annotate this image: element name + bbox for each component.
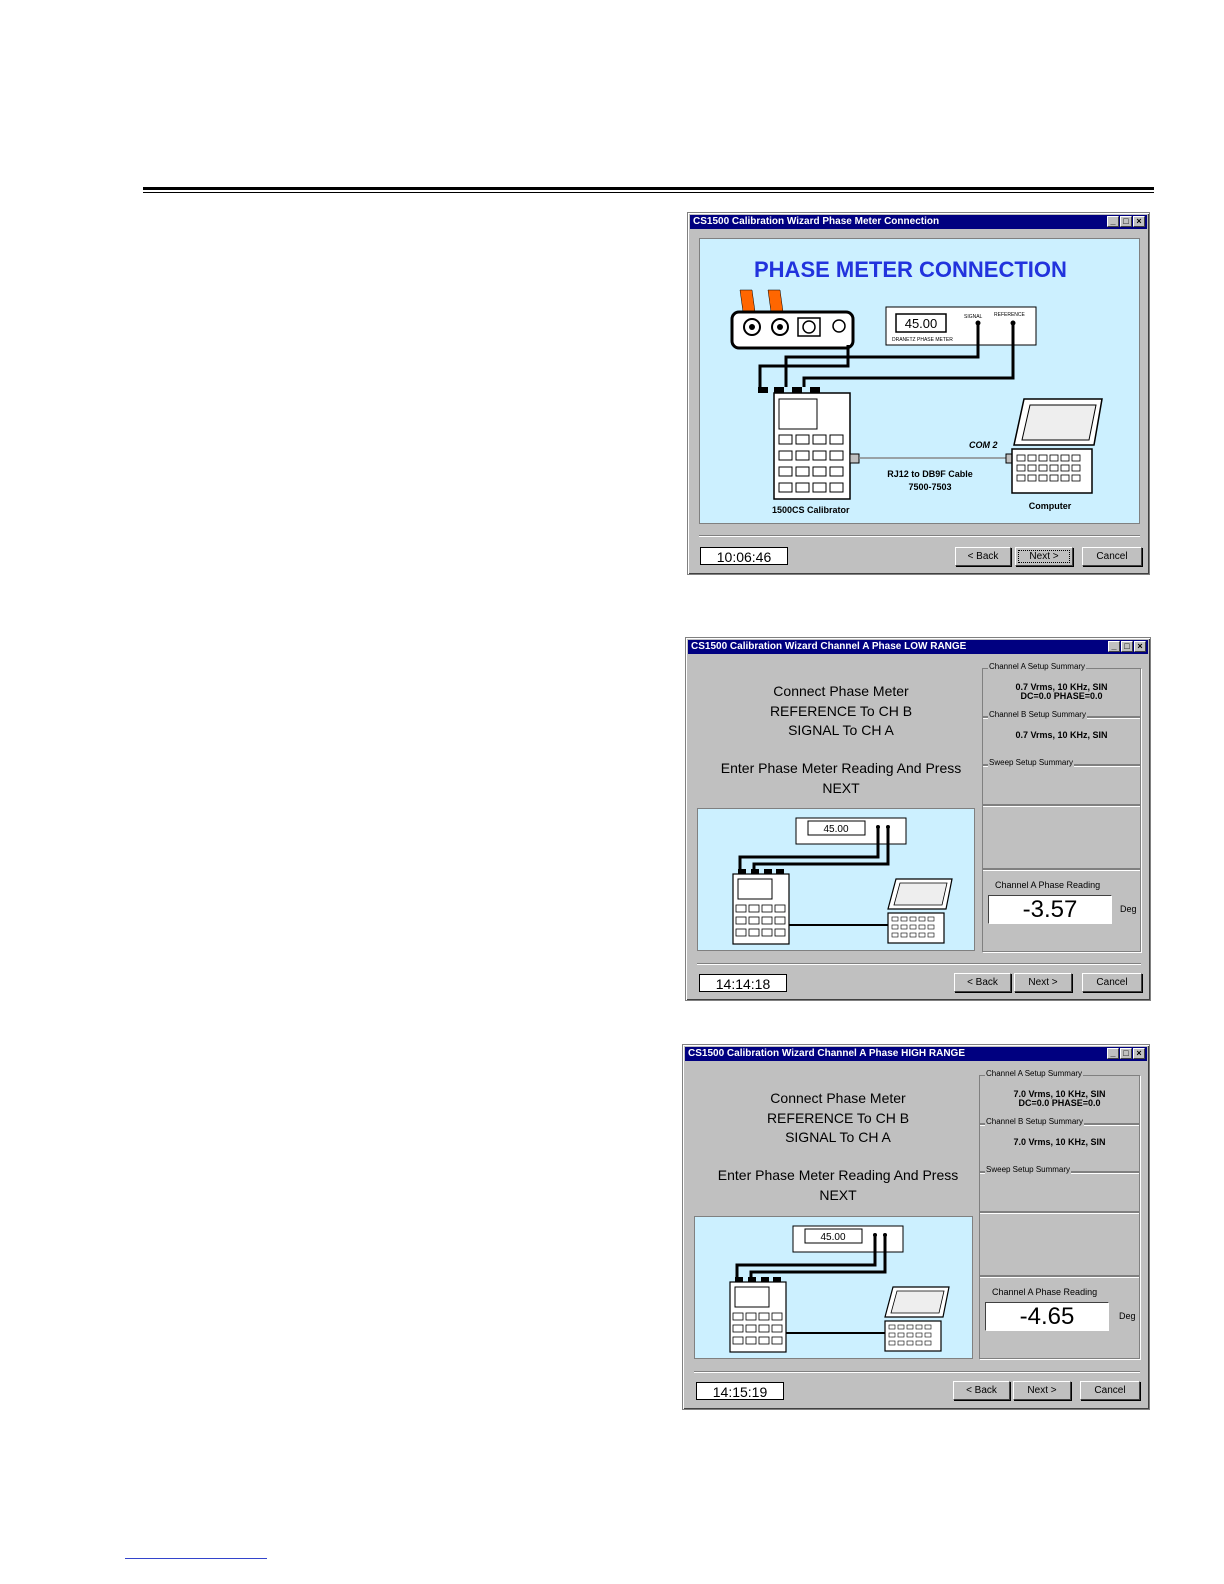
reading-label: Channel A Phase Reading [992, 1287, 1098, 1297]
group-label: Channel B Setup Summary [989, 710, 1086, 719]
minimize-icon[interactable]: _ [1108, 641, 1120, 652]
summary-line: 0.7 Vrms, 10 KHz, SIN [1015, 682, 1108, 692]
group-label: Sweep Setup Summary [986, 1165, 1071, 1174]
connection-diagram [700, 239, 1139, 523]
sweep-summary [982, 758, 1141, 806]
back-button[interactable]: < Back [953, 1381, 1010, 1400]
computer-label: Computer [1028, 501, 1072, 511]
title-bar[interactable] [690, 215, 1147, 229]
enter-prompt [693, 1166, 983, 1205]
maximize-icon[interactable]: □ [1120, 216, 1132, 227]
meter-reading: 45.00 [823, 824, 849, 835]
instruction-line: Connect Phase Meter [770, 1090, 906, 1106]
title-bar[interactable] [685, 1047, 1147, 1061]
reading-label: Channel A Phase Reading [995, 880, 1101, 890]
close-icon[interactable]: × [1133, 216, 1145, 227]
empty-panel [982, 804, 1141, 870]
title-bar[interactable] [688, 640, 1148, 654]
meter-reading: 45.00 [820, 1232, 846, 1243]
high-range-window [682, 1044, 1150, 1410]
enter-prompt [696, 759, 986, 798]
summary-line: DC=0.0 PHASE=0.0 [1018, 1098, 1101, 1108]
cancel-button[interactable]: Cancel [1080, 1381, 1140, 1400]
group-label: Channel B Setup Summary [986, 1117, 1083, 1126]
prompt-line: Enter Phase Meter Reading And Press [720, 760, 962, 776]
instruction-line: SIGNAL To CH A [788, 722, 894, 738]
prompt-line: Enter Phase Meter Reading And Press [717, 1167, 959, 1183]
low-range-window [685, 637, 1151, 1001]
next-button[interactable]: Next > [1015, 547, 1073, 566]
page-title: PHASE METER CONNECTION [754, 257, 1067, 282]
separator [699, 535, 1140, 537]
summary-line: 0.7 Vrms, 10 KHz, SIN [1015, 730, 1108, 740]
summary-line: 7.0 Vrms, 10 KHz, SIN [1013, 1089, 1106, 1099]
reference-label: REFERENCE [994, 312, 1025, 318]
close-icon[interactable]: × [1134, 641, 1146, 652]
instruction-line: REFERENCE To CH B [769, 702, 913, 719]
group-label: Sweep Setup Summary [989, 758, 1074, 767]
cancel-button[interactable]: Cancel [1082, 973, 1142, 992]
back-button[interactable]: < Back [955, 547, 1011, 566]
deg-unit-label: Deg [1120, 904, 1137, 914]
empty-panel [979, 1211, 1140, 1277]
clock-display: 10:06:46 [700, 547, 788, 565]
group-label: Channel A Setup Summary [989, 662, 1086, 671]
calibrator-label: 1500CS Calibrator [772, 505, 850, 515]
window-title: CS1500 Calibration Wizard Channel A Phase LOW RANGE [691, 641, 967, 652]
minimize-icon[interactable]: _ [1107, 1048, 1119, 1059]
meter-reading: 45.00 [904, 316, 938, 331]
sweep-summary [979, 1165, 1140, 1213]
instruction-line: Connect Phase Meter [773, 683, 909, 699]
com-label: COM 2 [969, 440, 998, 450]
reading-panel [982, 868, 1141, 952]
back-button[interactable]: < Back [954, 973, 1011, 992]
prompt-line: NEXT [819, 1186, 857, 1203]
instruction-line: REFERENCE To CH B [766, 1109, 910, 1126]
maximize-icon[interactable]: □ [1120, 1048, 1132, 1059]
cable-part-number: 7500-7503 [908, 482, 952, 492]
window-title: CS1500 Calibration Wizard Channel A Phase HIGH RANGE [688, 1048, 966, 1059]
separator [694, 1371, 1140, 1373]
cable-label: RJ12 to DB9F Cable [887, 469, 973, 479]
minimize-icon[interactable]: _ [1107, 216, 1119, 227]
meter-name: DRANETZ PHASE METER [892, 337, 953, 343]
clock-display: 14:15:19 [696, 1382, 784, 1400]
cancel-button[interactable]: Cancel [1082, 547, 1142, 566]
header-rule-thin [143, 192, 1154, 193]
separator [697, 963, 1141, 965]
connection-window [687, 212, 1150, 575]
mini-diagram-panel [697, 808, 975, 951]
footer-link-underline [125, 1558, 267, 1559]
connection-diagram-panel [699, 238, 1140, 524]
next-button[interactable]: Next > [1013, 1381, 1071, 1400]
mini-connection-diagram [698, 809, 974, 950]
mini-connection-diagram [695, 1217, 972, 1358]
connect-instructions [693, 1089, 983, 1148]
summary-line: 7.0 Vrms, 10 KHz, SIN [1013, 1137, 1106, 1147]
summary-line: DC=0.0 PHASE=0.0 [1020, 691, 1103, 701]
clock-display: 14:14:18 [699, 974, 787, 992]
close-icon[interactable]: × [1133, 1048, 1145, 1059]
mini-diagram-panel [694, 1216, 973, 1359]
deg-unit-label: Deg [1119, 1311, 1136, 1321]
maximize-icon[interactable]: □ [1121, 641, 1133, 652]
phase-reading-input[interactable]: -3.57 [988, 895, 1112, 924]
window-title: CS1500 Calibration Wizard Phase Meter Connection [693, 216, 940, 227]
reading-panel [979, 1275, 1140, 1359]
signal-label: SIGNAL [964, 314, 983, 320]
instruction-line: SIGNAL To CH A [785, 1129, 891, 1145]
header-rule [143, 187, 1154, 190]
prompt-line: NEXT [822, 779, 860, 796]
group-label: Channel A Setup Summary [986, 1069, 1083, 1078]
phase-reading-input[interactable]: -4.65 [985, 1302, 1109, 1331]
next-button[interactable]: Next > [1014, 973, 1072, 992]
connect-instructions [696, 682, 986, 741]
